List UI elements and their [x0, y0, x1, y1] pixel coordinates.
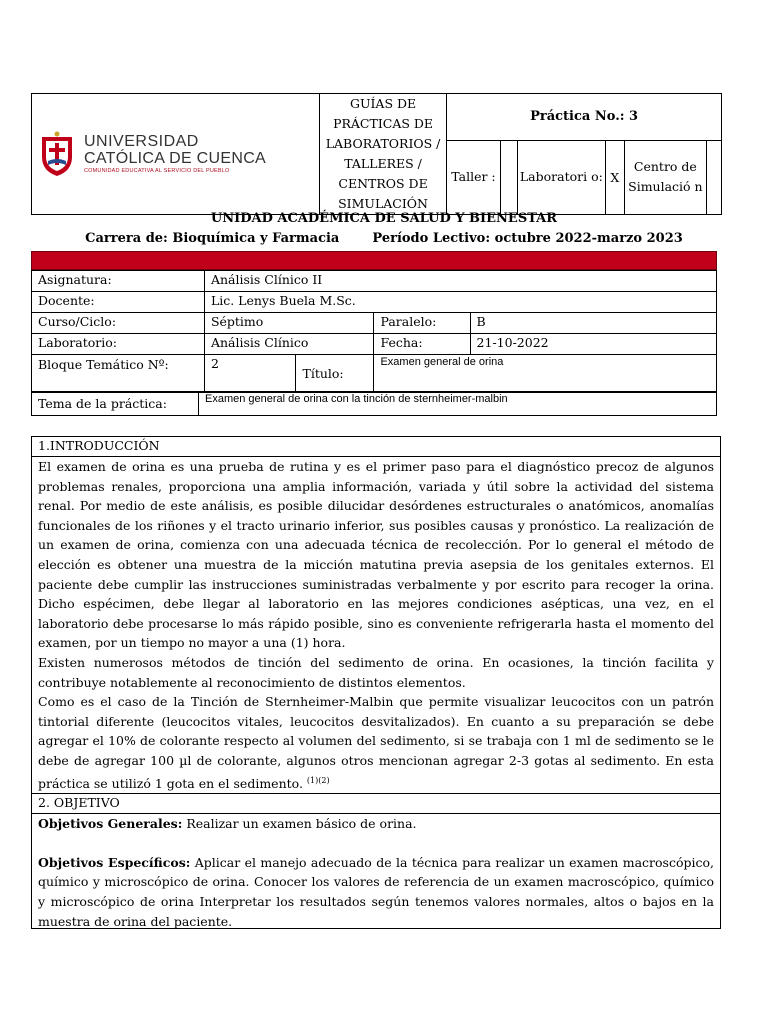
career-period-line: [0, 231, 768, 246]
general-objective-text: Realizar un examen básico de orina.: [186, 816, 417, 832]
tema-label: Tema de la práctica:: [32, 392, 199, 416]
titulo-label: Título:: [296, 355, 374, 393]
intro-heading: 1.INTRODUCCIÓN: [32, 437, 720, 457]
fecha-value: 21-10-2022: [470, 334, 716, 355]
intro-paragraph-3: [38, 692, 714, 793]
taller-label: Taller :: [447, 140, 501, 214]
red-divider-bar: [31, 251, 717, 270]
asignatura-value: Análisis Clínico II: [204, 271, 716, 292]
university-name-line2: CATÓLICA DE CUENCA: [84, 149, 267, 167]
paralelo-value: B: [470, 313, 716, 334]
laboratorio-check: X: [605, 140, 624, 214]
titulo-value: Examen general de orina: [374, 355, 717, 393]
university-tagline: COMUNIDAD EDUCATIVA AL SERVICIO DEL PUEBLO: [84, 167, 230, 174]
laboratorio-field-label: Laboratorio:: [32, 334, 205, 355]
tema-value: Examen general de orina con la tinción de sternheimer-malbin: [199, 392, 717, 416]
university-crest-icon: [38, 131, 76, 177]
simulation-check: [706, 140, 721, 214]
university-name-line1: UNIVERSIDAD: [84, 132, 199, 150]
specific-objective-text: Aplicar el manejo adecuado de la técnica para realizar un examen macroscópico, químico y microscópico de orina. Conocer los valores de referencia de un examen macroscópico, químico y microscópico de orina Interpretar los resultados según tenemos valores normales, altos o bajos en la muestra de orina del paciente.: [38, 854, 714, 929]
specific-objective: [38, 853, 714, 931]
bloque-value: 2: [204, 355, 296, 393]
taller-check: [500, 140, 517, 214]
docente-value: Lic. Lenys Buela M.Sc.: [204, 292, 716, 313]
academic-unit: UNIDAD ACADÉMICA DE SALUD Y BIENESTAR: [210, 211, 558, 226]
objective-body: [32, 814, 720, 931]
objective-heading: 2. OBJETIVO: [32, 794, 720, 814]
logo-cell: [32, 94, 320, 215]
general-objective-label: Objetivos Generales:: [38, 816, 183, 832]
curso-label: Curso/Ciclo:: [32, 313, 205, 334]
curso-value: Séptimo: [204, 313, 374, 334]
general-objective: [38, 814, 714, 834]
intro-references: (1)(2): [306, 775, 330, 785]
asignatura-label: Asignatura:: [32, 271, 205, 292]
period: Período Lectivo: octubre 2022-marzo 2023: [372, 231, 683, 246]
laboratorio-label: Laboratori o:: [517, 140, 605, 214]
career: Carrera de: Bioquímica y Farmacia: [85, 231, 340, 246]
intro-paragraph-3-text: Como es el caso de la Tinción de Sternheimer-Malbin que permite visualizar leucocitos con un patrón tintorial diferente (leucocitos vitales, leucocitos desvitalizados). En cuanto a su preparación se debe agregar el 10% de colorante respecto al volumen del sedimento, si se trabaja con 1 ml de sedimento se le debe de agregar 100 µl de colorante, algunos otros mencionan agregar 2-3 gotas al sedimento. En esta práctica se utilizó 1 gota en el sedimento.: [38, 694, 714, 791]
intro-paragraph-1: El examen de orina es una prueba de rutina y es el primer paso para el diagnóstico precoz de algunos problemas renales, proporciona una amplia información, variada y útil sobre la actividad del sistema renal. Por medio de este análisis, es posible dilucidar desórdenes estructurales o anatómicos, anomalías funcionales de los riñones y el tracto urinario inferior, sus posibles causas y pronóstico. La realización de un examen de orina, comienza con una adecuada técnica de recolección. Por lo general el método de elección es obtener una muestra de la micción matutina previa asepsia de los genitales externos. El paciente debe cumplir las instrucciones suministradas verbalmente y por escrito para recoger la orina. Dicho espécimen, debe llegar al laboratorio en las mejores condiciones asépticas, una vez, en el laboratorio debe procesarse lo más rápido posible, sino es conveniente refrigerarla hasta el momento del examen, por un tiempo no mayor a una (1) hora.: [38, 459, 714, 651]
header-table: [31, 93, 722, 215]
content-box: [31, 436, 721, 929]
practice-number: Práctica No.: 3: [447, 94, 722, 141]
docente-label: Docente:: [32, 292, 205, 313]
fecha-label: Fecha:: [374, 334, 470, 355]
university-logo: [32, 131, 319, 177]
intro-paragraph-2: Existen numerosos métodos de tinción del sedimento de orina. En ocasiones, la tinción facilita y contribuye notablemente al reconocimiento de distintos elementos.: [38, 654, 714, 690]
info-table: [31, 270, 717, 393]
intro-body: [32, 457, 720, 794]
tema-table: [31, 391, 717, 416]
guide-title-cell: [319, 94, 446, 215]
guide-title: GUÍAS DE PRÁCTICAS DE LABORATORIOS / TALLERES / CENTROS DE SIMULACIÓN: [325, 96, 441, 211]
laboratorio-field-value: Análisis Clínico: [204, 334, 374, 355]
paralelo-label: Paralelo:: [374, 313, 470, 334]
bloque-label: Bloque Temático Nº:: [32, 355, 205, 393]
specific-objective-label: Objetivos Específicos:: [38, 854, 191, 870]
simulation-label: Centro de Simulació n: [624, 140, 706, 214]
